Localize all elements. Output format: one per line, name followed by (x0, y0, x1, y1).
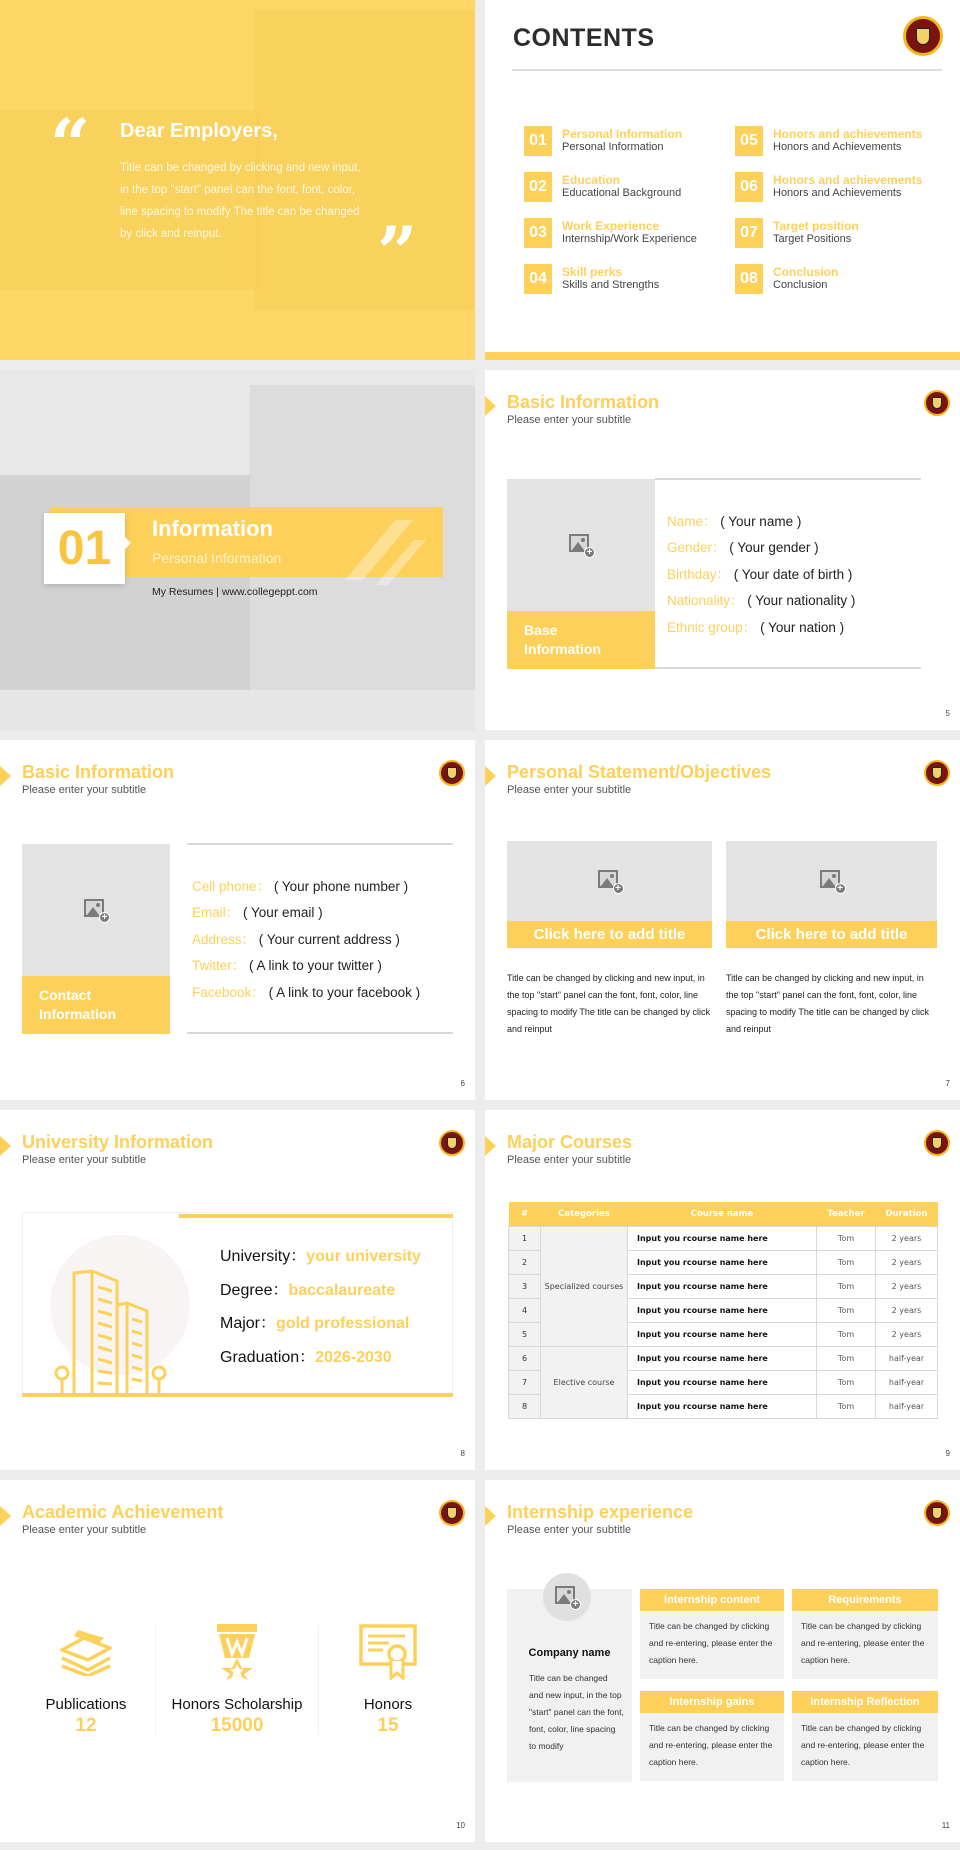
course-name-cell[interactable]: Input you rcourse name here (628, 1274, 817, 1298)
add-image-icon[interactable]: + (84, 899, 108, 921)
page-number: 6 (460, 1079, 465, 1088)
page-number: 7 (945, 1079, 950, 1088)
category-cell[interactable]: Elective course (541, 1346, 628, 1418)
item-number: 01 (524, 126, 552, 156)
header-arrow-icon (0, 766, 11, 786)
col-header-categories: Categories (541, 1202, 628, 1226)
col-header-teacher: Teacher (817, 1202, 876, 1226)
company-logo-placeholder[interactable] (543, 1573, 591, 1621)
page-number: 5 (945, 709, 950, 718)
photo-card[interactable] (507, 479, 655, 669)
achievement-value[interactable]: 15000 (210, 1715, 264, 1736)
item-number: 03 (524, 218, 552, 248)
item-title: Work Experience (562, 219, 660, 233)
achievement-publications (11, 1622, 161, 1737)
section-subtitle[interactable]: Personal Information (152, 550, 282, 566)
accent-bar (22, 1393, 453, 1397)
item-subtitle: Honors and Achievements (773, 187, 902, 199)
slide-basic-information (485, 370, 960, 730)
info-row-facebook: Facebook： ( A link to your facebook ) (192, 984, 421, 1000)
slide-section-divider (0, 370, 475, 730)
section-site-caption: My Resumes | www.collegeppt.com (152, 586, 318, 598)
col-header-course-name: Course name (628, 1202, 817, 1226)
slide-subtitle[interactable]: Please enter your subtitle (507, 1524, 632, 1536)
course-name-cell[interactable]: Input you rcourse name here (628, 1250, 817, 1274)
item-subtitle: Educational Background (562, 187, 682, 199)
university-logo-icon (924, 1130, 950, 1156)
col-header-number: # (509, 1202, 541, 1226)
detail-row-major: Major：gold professional (220, 1315, 410, 1332)
slide-title[interactable]: Basic Information (22, 762, 175, 782)
achievement-value[interactable]: 15 (377, 1715, 399, 1736)
university-logo-icon (903, 16, 943, 56)
table-row: 4 Input you rcourse name here Tom 2 years (509, 1298, 938, 1322)
contents-item[interactable] (524, 218, 697, 248)
slide-contact-information (0, 740, 475, 1100)
contents-item[interactable] (735, 126, 922, 156)
item-subtitle: Personal Information (562, 141, 664, 153)
award-ribbon-icon (162, 1622, 312, 1682)
detail-row-degree: Degree：baccalaureate (220, 1281, 396, 1299)
item-title: Honors and achievements (773, 173, 923, 187)
slide-title[interactable]: Internship experience (507, 1502, 694, 1522)
university-logo-icon (439, 1500, 465, 1526)
slide-title[interactable]: Personal Statement/Objectives (507, 762, 772, 782)
contents-item[interactable] (524, 126, 682, 156)
table-row: 6 Elective course Input you rcourse name here Tom half-year (509, 1346, 938, 1370)
contents-item[interactable] (735, 218, 859, 248)
university-logo-icon (924, 1500, 950, 1526)
course-name-cell[interactable]: Input you rcourse name here (628, 1370, 817, 1394)
company-description[interactable]: Title can be changed and new input, in the top "start" panel can the font, font, color, line spacing to modify (529, 1673, 624, 1751)
table-row: 1 Specialized courses Input you rcourse name here Tom 2 years (509, 1226, 938, 1250)
info-row-address: Address： ( Your current address ) (192, 931, 400, 947)
company-name[interactable]: Company name (528, 1647, 611, 1659)
info-row-phone: Cell phone： ( Your phone number ) (192, 879, 409, 894)
table-row: 5 Input you rcourse name here Tom 2 years (509, 1322, 938, 1346)
university-logo-icon (924, 760, 950, 786)
box-text[interactable]: Title can be changed by clicking and re-entering, please enter the caption here. (801, 1621, 925, 1665)
statement-card[interactable] (726, 841, 937, 948)
slide-personal-statement (485, 740, 960, 1100)
slide-contents (485, 0, 960, 360)
slide-subtitle[interactable]: Please enter your subtitle (22, 1524, 147, 1536)
table-row: 8 Input you rcourse name here Tom half-year (509, 1394, 938, 1418)
open-quote-icon: “ (50, 103, 91, 186)
slide-internship-experience (485, 1480, 960, 1842)
item-number: 07 (735, 218, 763, 248)
item-subtitle: Conclusion (773, 279, 828, 291)
achievement-label: Honors Scholarship (171, 1696, 303, 1713)
box-title[interactable]: Requirements (792, 1589, 938, 1611)
item-number: 05 (735, 126, 763, 156)
course-name-cell[interactable]: Input you rcourse name here (628, 1346, 817, 1370)
section-number: 01 (44, 513, 125, 584)
contents-item[interactable] (524, 264, 659, 294)
item-subtitle: Honors and Achievements (773, 141, 902, 153)
course-name-cell[interactable]: Input you rcourse name here (628, 1322, 817, 1346)
box-text[interactable]: Title can be changed by clicking and re-entering, please enter the caption here. (649, 1621, 773, 1665)
add-title-button[interactable]: Click here to add title (726, 921, 937, 948)
add-image-icon[interactable]: + (569, 534, 593, 556)
slide-subtitle[interactable]: Please enter your subtitle (507, 414, 632, 426)
info-list (667, 509, 855, 641)
slide-major-courses (485, 1110, 960, 1470)
slide-subtitle[interactable]: Please enter your subtitle (507, 1154, 632, 1166)
cover-body[interactable]: Title can be changed by clicking and new input, in the top "start" panel can the font, font, color, line spacing to modify The title can be changed by click and reinput. (120, 162, 361, 240)
info-row-nationality: Nationality： ( Your nationality ) (667, 593, 856, 609)
photo-card[interactable] (22, 844, 170, 1034)
item-number: 06 (735, 172, 763, 202)
contents-item[interactable] (735, 264, 838, 294)
slide-title[interactable]: Basic Information (507, 392, 660, 412)
detail-row-graduation: Graduation：2026-2030 (220, 1348, 392, 1366)
close-quote-icon: ” (377, 211, 418, 294)
header-arrow-icon (485, 396, 496, 416)
table-row: 3 Input you rcourse name here Tom 2 years (509, 1274, 938, 1298)
category-cell[interactable]: Specialized courses (541, 1226, 628, 1346)
course-name-cell[interactable]: Input you rcourse name here (628, 1226, 817, 1250)
slide-subtitle[interactable]: Please enter your subtitle (507, 784, 632, 796)
divider (187, 1032, 453, 1034)
slide-title[interactable]: Major Courses (507, 1132, 633, 1152)
statement-card[interactable] (507, 841, 712, 948)
slide-title[interactable]: University Information (22, 1132, 214, 1152)
info-list (192, 874, 420, 1006)
accent-bar (179, 1214, 453, 1218)
item-number: 08 (735, 264, 763, 294)
achievement-label: Honors (363, 1696, 413, 1713)
statement-text[interactable]: Title can be changed by clicking and new input, in the top "start" panel can the font, font, color, line spacing to modify The title can be changed by click and reinput (726, 973, 929, 1034)
header-arrow-icon (485, 1136, 496, 1156)
achievement-label: Publications (45, 1696, 127, 1713)
statement-text[interactable]: Title can be changed by clicking and new input, in the top "start" panel can the font, font, color, line spacing to modify The title can be changed by click and reinput (507, 973, 710, 1034)
item-subtitle: Target Positions (773, 233, 852, 245)
box-title[interactable]: Internship Reflection (792, 1691, 938, 1713)
divider (155, 1625, 156, 1735)
page-number: 10 (456, 1821, 465, 1830)
card-label: Base Information (507, 611, 655, 669)
item-title: Honors and achievements (773, 127, 923, 141)
detail-row-university: University：your university (220, 1248, 421, 1265)
course-name-cell[interactable]: Input you rcourse name here (628, 1394, 817, 1418)
info-row-gender: Gender： ( Your gender ) (667, 540, 819, 556)
info-row-birthday: Birthday： ( Your date of birth ) (667, 566, 853, 582)
internship-box-requirements (792, 1589, 938, 1679)
slide-academic-achievement (0, 1480, 475, 1842)
box-text[interactable]: Title can be changed by clicking and re-entering, please enter the caption here. (801, 1723, 925, 1767)
col-header-duration: Duration (876, 1202, 938, 1226)
cover-title[interactable]: Dear Employers, (120, 120, 278, 142)
add-image-icon[interactable]: + (555, 1586, 579, 1608)
page-number: 11 (941, 1821, 950, 1830)
header-arrow-icon (485, 1506, 496, 1526)
card-label: Contact Information (22, 976, 170, 1034)
item-title: Skill perks (562, 265, 623, 279)
table-header-row (509, 1202, 938, 1226)
box-title[interactable]: Internship content (640, 1589, 784, 1611)
info-row-name: Name： ( Your name ) (667, 514, 802, 529)
table-row: 7 Input you rcourse name here Tom half-year (509, 1370, 938, 1394)
info-row-twitter: Twitter： ( A link to your twitter ) (192, 958, 382, 974)
box-text[interactable]: Title can be changed by clicking and re-entering, please enter the caption here. (649, 1723, 773, 1767)
achievement-scholarship (162, 1622, 312, 1737)
item-subtitle: Internship/Work Experience (562, 233, 697, 245)
page-number: 8 (460, 1449, 465, 1458)
divider (655, 667, 921, 669)
header-arrow-icon (0, 1136, 11, 1156)
item-title: Conclusion (773, 265, 839, 279)
item-number: 02 (524, 172, 552, 202)
header-arrow-icon (485, 766, 496, 786)
divider (512, 69, 942, 71)
table-row: 2 Input you rcourse name here Tom 2 years (509, 1250, 938, 1274)
background-ground-shape (0, 690, 475, 730)
slide-subtitle[interactable]: Please enter your subtitle (22, 1154, 147, 1166)
contents-item[interactable] (524, 172, 681, 202)
section-title[interactable]: Information (152, 516, 273, 541)
university-logo-icon (924, 390, 950, 416)
university-logo-icon (439, 1130, 465, 1156)
item-title: Education (562, 173, 621, 187)
item-title: Target position (773, 219, 859, 233)
papers-stack-icon (11, 1622, 161, 1682)
add-image-icon[interactable]: + (598, 870, 622, 892)
header-arrow-icon (0, 1506, 11, 1526)
course-name-cell[interactable]: Input you rcourse name here (628, 1298, 817, 1322)
contents-title[interactable]: CONTENTS (513, 24, 655, 52)
internship-box-reflection (792, 1691, 938, 1781)
info-row-email: Email： ( Your email ) (192, 905, 323, 921)
achievement-honors (313, 1622, 463, 1737)
bottom-accent-bar (485, 352, 960, 360)
info-row-ethnic-group: Ethnic group： ( Your nation ) (667, 619, 845, 635)
divider (655, 478, 921, 480)
add-image-icon[interactable]: + (820, 870, 844, 892)
slide-university-information (0, 1110, 475, 1470)
item-subtitle: Skills and Strengths (562, 279, 660, 291)
university-details (220, 1240, 421, 1374)
divider (187, 843, 453, 845)
certificate-icon (313, 1622, 463, 1682)
add-title-button[interactable]: Click here to add title (507, 921, 712, 948)
university-logo-icon (439, 760, 465, 786)
slide-cover (0, 0, 475, 360)
achievement-value[interactable]: 12 (75, 1715, 97, 1736)
internship-box-gains (640, 1691, 784, 1781)
item-number: 04 (524, 264, 552, 294)
slide-subtitle[interactable]: Please enter your subtitle (22, 784, 147, 796)
item-title: Personal Information (562, 127, 683, 141)
internship-box-content (640, 1589, 784, 1679)
box-title[interactable]: Internship gains (640, 1691, 784, 1713)
contents-item[interactable] (735, 172, 922, 202)
courses-table (508, 1202, 938, 1419)
slide-title[interactable]: Academic Achievement (22, 1502, 224, 1522)
page-number: 9 (945, 1449, 950, 1458)
